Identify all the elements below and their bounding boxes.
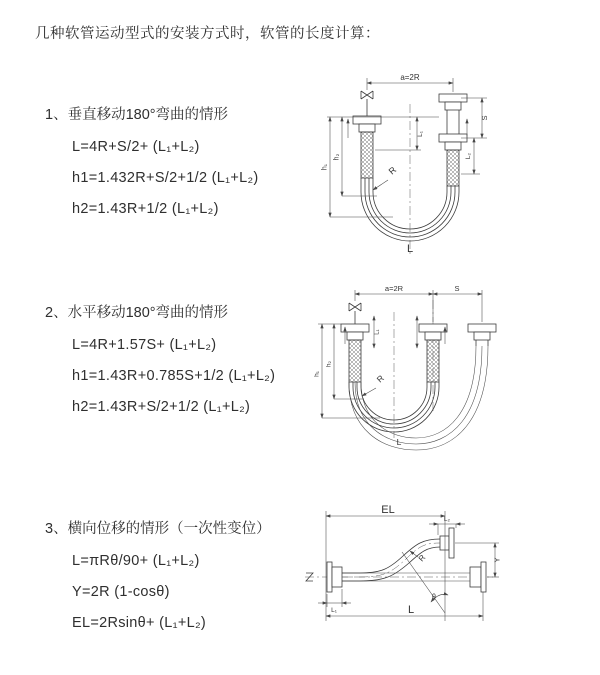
left-flange-assembly bbox=[353, 116, 381, 178]
right-flange bbox=[470, 562, 486, 592]
length-label: L bbox=[407, 604, 415, 616]
radius-label: R bbox=[386, 164, 399, 177]
section-3-heading: 3、横向位移的情形（一次性变位） bbox=[45, 521, 271, 537]
dim-label-l2: L₂ bbox=[443, 516, 451, 523]
formula-h1: h1=1.43R+0.785S+1/2 (L₁+L₂) bbox=[72, 368, 276, 384]
dim-label-l1: L₁ bbox=[331, 607, 337, 614]
dim-label-l1: L₁ bbox=[374, 329, 381, 335]
dim-label-el: EL bbox=[381, 504, 395, 516]
formula-y: Y=2R (1-cosθ) bbox=[72, 584, 170, 600]
radius-label: R bbox=[416, 553, 428, 564]
radius-callout bbox=[362, 373, 386, 396]
formula-h2: h2=1.43R+S/2+1/2 (L₁+L₂) bbox=[72, 399, 251, 415]
valve-icon bbox=[361, 91, 373, 116]
middle-flange-assembly bbox=[419, 324, 447, 382]
formula-length: L=4R+S/2+ (L₁+L₂) bbox=[72, 139, 200, 155]
section-vertical-bend bbox=[45, 105, 259, 230]
dim-a2r bbox=[367, 73, 453, 92]
dim-label-a2r: a=2R bbox=[384, 284, 404, 293]
diagram-vertical-180-bend bbox=[315, 70, 580, 258]
dim-el bbox=[326, 504, 445, 621]
dim-label-s: S bbox=[480, 115, 489, 121]
right-flange-assembly bbox=[468, 324, 496, 346]
radius-callout bbox=[410, 551, 428, 563]
dim-l1 bbox=[375, 117, 424, 150]
left-flange bbox=[327, 562, 342, 592]
dim-l1 bbox=[374, 316, 417, 348]
upper-right-flange bbox=[440, 528, 454, 558]
formula-length: L=4R+1.57S+ (L₁+L₂) bbox=[72, 337, 217, 353]
section-horizontal-bend bbox=[45, 303, 275, 428]
diagram-horizontal-180-bend bbox=[312, 282, 587, 454]
hose-u-bend-position1 bbox=[349, 382, 439, 432]
formula-h1: h1=1.432R+S/2+1/2 (L₁+L₂) bbox=[72, 170, 259, 186]
section-1-heading: 1、垂直移动180°弯曲的情形 bbox=[45, 107, 229, 123]
page-title: 几种软管运动型式的安装方式时，软管的长度计算： bbox=[35, 26, 380, 42]
dim-label-a2r: a=2R bbox=[400, 73, 420, 82]
formula-el: EL=2Rsinθ+ (L₁+L₂) bbox=[72, 615, 207, 631]
dim-label-h1: h₁ bbox=[313, 371, 321, 377]
dim-label-s: S bbox=[454, 284, 460, 293]
radius-label: R bbox=[374, 372, 386, 385]
dim-label-h2: h₂ bbox=[333, 153, 341, 161]
dim-label-y: Y bbox=[492, 557, 502, 563]
formula-length: L=πRθ/90+ (L₁+L₂) bbox=[72, 553, 200, 569]
formula-h2: h2=1.43R+1/2 (L₁+L₂) bbox=[72, 201, 219, 217]
dim-l bbox=[326, 592, 483, 621]
hose-u-bend-position2 bbox=[349, 346, 488, 450]
dim-l2 bbox=[461, 138, 480, 174]
dim-label-h2: h₂ bbox=[325, 360, 333, 368]
section-2-heading: 2、水平移动180°弯曲的情形 bbox=[45, 305, 229, 321]
dim-l2 bbox=[429, 516, 465, 535]
dim-s bbox=[461, 98, 489, 138]
section-lateral-displacement bbox=[45, 519, 271, 644]
length-label: L bbox=[396, 437, 402, 447]
dim-label-h1: h₁ bbox=[321, 163, 329, 171]
diagram-lateral-displacement bbox=[303, 503, 598, 653]
valve-icon bbox=[349, 303, 361, 324]
right-flange-assembly bbox=[439, 94, 467, 186]
dim-label-l1: L₁ bbox=[417, 131, 424, 137]
length-label: L bbox=[406, 243, 414, 255]
radius-callout bbox=[373, 164, 399, 190]
angle-label: θ bbox=[432, 594, 436, 601]
dim-label-l2: L₂ bbox=[465, 152, 472, 160]
dim-l1 bbox=[318, 589, 351, 614]
